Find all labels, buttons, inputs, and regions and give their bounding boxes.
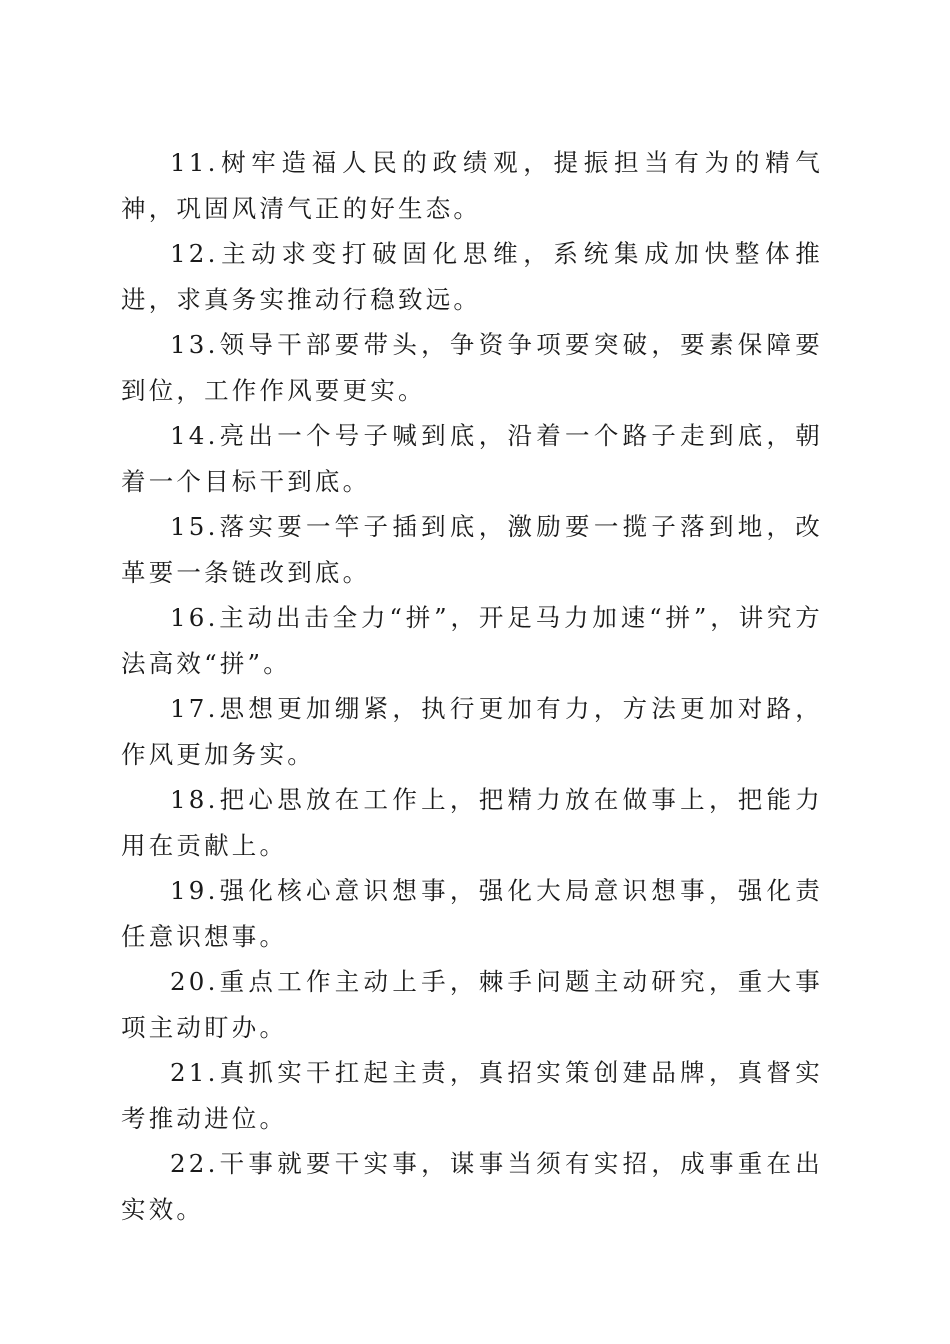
paragraph-21: 21.真抓实干扛起主责，真招实策创建品牌，真督实考推动进位。 — [121, 1058, 823, 1133]
paragraph-18: 18.把心思放在工作上，把精力放在做事上，把能力用在贡献上。 — [121, 785, 823, 860]
paragraph-11: 11.树牢造福人民的政绩观，提振担当有为的精气神，巩固风清气正的好生态。 — [121, 148, 823, 223]
paragraph-12: 12.主动求变打破固化思维，系统集成加快整体推进，求真务实推动行稳致远。 — [121, 239, 823, 314]
paragraph-15: 15.落实要一竿子插到底，激励要一揽子落到地，改革要一条链改到底。 — [121, 512, 823, 587]
paragraph-13: 13.领导干部要带头，争资争项要突破，要素保障要到位，工作作风要更实。 — [121, 330, 823, 405]
paragraph-16: 16.主动出击全力“拼”，开足马力加速“拼”，讲究方法高效“拼”。 — [121, 603, 823, 678]
paragraph-17: 17.思想更加绷紧，执行更加有力，方法更加对路，作风更加务实。 — [121, 694, 823, 769]
paragraph-20: 20.重点工作主动上手，棘手问题主动研究，重大事项主动盯办。 — [121, 967, 823, 1042]
paragraph-22: 22.干事就要干实事，谋事当须有实招，成事重在出实效。 — [121, 1149, 823, 1224]
paragraph-19: 19.强化核心意识想事，强化大局意识想事，强化责任意识想事。 — [121, 876, 823, 951]
document-body — [121, 140, 823, 1232]
paragraph-14: 14.亮出一个号子喊到底，沿着一个路子走到底，朝着一个目标干到底。 — [121, 421, 823, 496]
